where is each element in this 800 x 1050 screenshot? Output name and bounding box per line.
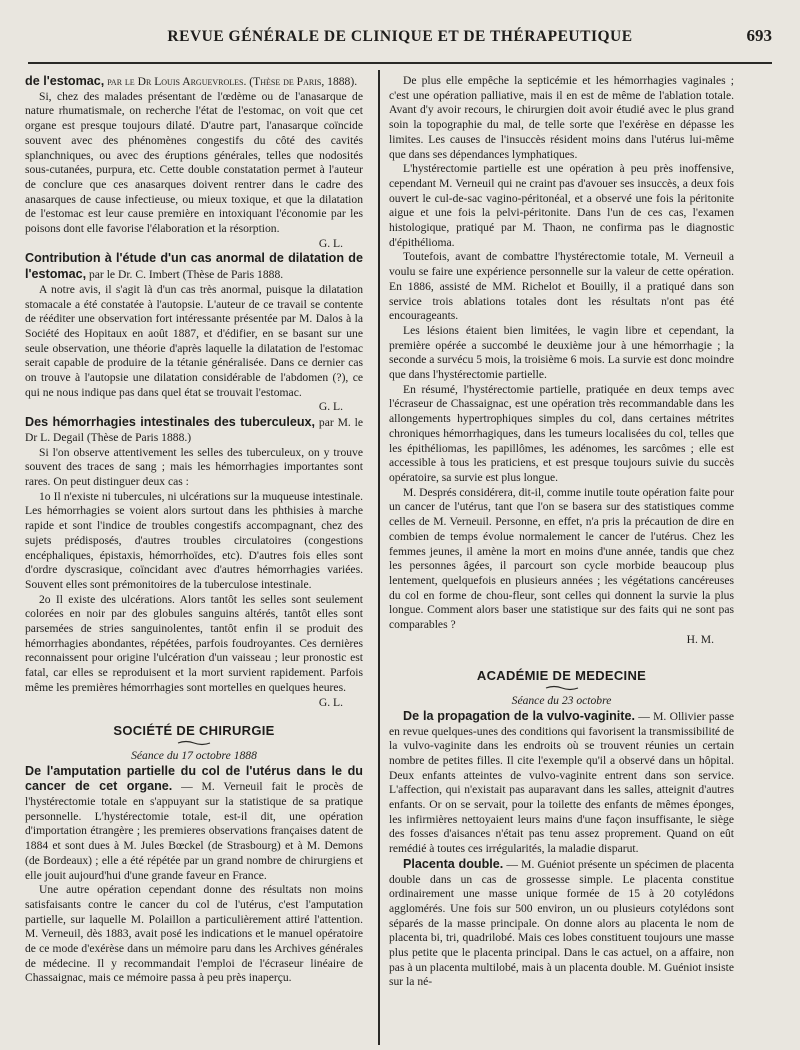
flourish-ornament [177, 740, 211, 746]
page-number: 693 [746, 26, 772, 45]
article-paragraph: 1o Il n'existe ni tubercules, ni ulcérations sur la muqueuse intestinale. Les hémorrhagies se voient alors surtout dans les phthisies à marche rapide et sont l'indice de troubles congestifs accompagnant, chez des sujets prédisposés, d'autres troubles circulatoires (congestions encéphaliques, épistaxis, hémorrhoïdes, etc). D'autres fois elles sont d'ordre dyscrasique, coïncidant avec d'autres hémorrhagies variées. Souvent elles sont prémonitoires de la tuberculose intestinale. [25, 489, 363, 591]
author-signature: G. L. [318, 695, 343, 709]
article-paragraph: 2o Il existe des ulcérations. Alors tantôt les selles sont seulement colorées en noir par des globules sanguins altérés, tantôt elles sont parsemées de stries sanguinolentes, tantôt enfin il se produit des hémorrhagies abondantes, répétées, parfois foudroyantes. Ces dernières reconnaissent pour origine l'ulcération d'un vaisseau ; leur pronostic est fatal, car elles se reproduisent et la mort survient rapidement. Parfois même les premières hémorrhagies sont mortelles en quelques heures. [25, 592, 363, 694]
seance-date: Séance du 23 octobre [511, 694, 612, 708]
page-header [28, 24, 772, 54]
article-title: De la propagation de la vulvo-vaginite. [403, 708, 636, 723]
article-reference: par le Dr. C. Imbert (Thèse de Paris 1888. [86, 268, 284, 282]
article-body: Si, chez des malades présentant de l'œdème ou de l'anasarque de nature rhumatismale, on recherche l'état de l'estomac, on voit que cet organe est presque toujours dilaté. D'autre part, l'anasarque coïncide souvent avec des phénomènes congestifs du côté des cavités splanchniques, ou avec des éruptions générales, telles que nodosités sous-cutanées, purpura, etc. Cette double constatation permet à l'auteur de conclure que ces anasarques doivent rentrer dans le cadre des anasarques de cause infectieuse, ou mieux toxique, et que la dilatation de l'estomac est leur cause première en intoxiquant l'économie par les poisons dont elle favorise l'élaboration et la résorption. [25, 89, 363, 236]
section-title-academie: ACADÉMIE DE MEDECINE [476, 668, 647, 684]
flourish-ornament [545, 685, 579, 691]
article-paragraph: Une autre opération cependant donne des résultats non moins satisfaisants contre le cancer du col de l'utérus, c'est l'amputation partielle, sur laquelle M. Polaillon a particulièrement attiré l'attention. M. Verneuil, dès 1883, avait posé les indications et le manuel opératoire de ce mode d'exérèse dans un mémoire paru dans les Archives générales de médecine. Il y recommandait l'emploi de l'écraseur linéaire de Chassaignac, mais ce mémoire passa à peu près inaperçu. [25, 883, 363, 985]
article-title: Des hémorrhagies intestinales des tuberculeux, [25, 415, 316, 430]
article-paragraph: — M. Guéniot présente un spécimen de placenta double dans un cas de grossesse simple. Le placenta constitue ordinairement une masse unique formée de 15 à 20 cotylédons agglomérés. Une fois sur 500 environ, un ou plusieurs cotylédons sont séparés de la masse principale. On donne alors au placenta le nom de placenta bi, tri, quadrilobé. Mais ces lobes constituent toujours une masse plus petite que le placenta principal. Dans le cas actuel, on a affaire, non pas à un placenta multilobé, mais à un placenta double. M. Guéniot insiste sur la né- [389, 857, 735, 989]
article-title: De l'amputation partielle du col de l'utérus dans le du cancer de cet organe. [25, 763, 363, 794]
article-paragraph: De plus elle empêche la septicémie et les hémorrhagies vaginales ; c'est une opération palliative, mais il en est de même de l'ablation totale. Avant d'y avoir recours, le chirurgien doit avoir étudié avec le plus grand soin la topographie du mal, de telle sorte que l'exérèse en dépasse les limites. Les causes de l'insuccès résident moins dans l'utérus lui-même que dans ses dépendances lymphatiques. [389, 74, 734, 161]
article-paragraph: Si l'on observe attentivement les selles des tuberculeux, on y trouve souvent des traces de sang ; mais les hémorrhagies importantes sont rares. On peut distinguer deux cas : [25, 445, 363, 488]
article-contribution-heading [25, 251, 363, 282]
article-paragraph: Les lésions étaient bien limitées, le vagin libre et cependant, la première opérée a succombé le deuxième jour à une hémorrhagie ; la seconde a survécu 5 mois, la troisième 6 mois. La survie est donc moindre que dans l'hystérectomie partielle. [389, 323, 734, 382]
article-paragraph: — M. Verneuil fait le procès de l'hystérectomie totale en s'appuyant sur la statistique de sa pratique personnelle. L'hystérectomie totale, est-il dit, une opération d'importation étrangère ; les premieres observations françaises datent de 1884 et sont dues à M. Jules Bœckel (de Strasbourg) et à M. Demons (de Bordeaux) ; elle a été répétée par un grand nombre de chirurgiens et elle jouit aujourd'hui d'une grande faveur en France. [25, 780, 363, 882]
article-reference: par M. le Dr L. Degail (Thèse de Paris 1888.) [25, 416, 363, 444]
column-divider [378, 70, 380, 1045]
seance-date: Séance du 17 octobre 1888 [131, 748, 257, 762]
left-column [25, 74, 363, 986]
article-amputation [25, 764, 363, 884]
author-signature: H. M. [686, 632, 714, 646]
author-signature: G. L. [318, 400, 343, 414]
header-rule [28, 62, 772, 64]
article-title: Contribution à l'étude d'un cas anormal de dilatation de l'estomac, [25, 251, 363, 282]
article-body: A notre avis, il s'agit là d'un cas très anormal, puisque la dilatation stomacale a été constatée à l'autopsie. L'auteur de ce travail se contente de rééditer une observation fort intéressante présentée par M. Dalos à la Société des Hopitaux en août 1887, et d'édifier, en se basant sur une seule observation, une théorie d'après laquelle la dilatation de l'estomac serait capable de produire de la tétanie généralisée. Dans ce dernier cas on trouve à l'autopsie une dilatation considérable de l'abdomen (?), ce qui ne nous indique pas dans quel état se trouvait l'estomac. [25, 282, 363, 399]
section-title-societe: SOCIÉTÉ DE CHIRURGIE [113, 723, 275, 739]
article-reference: par le Dr Louis Arguevroles. (Thèse de Paris, 1888). [104, 75, 358, 88]
article-vulvo-vaginite [389, 709, 734, 857]
article-paragraph: M. Després considérera, dit-il, comme inutile toute opération faite pour un cancer de l'utérus, tant que l'on se basera sur des statistiques comme celles de M. Verneuil. Personne, en effet, n'a pris la précaution de dire en combien de temps évolue normalement le cancer de l'utérus. Chez les femmes jeunes, il amène la mort en moins d'une année, tandis que chez les personnes âgées, il parcourt son cycle morbide beaucoup plus lentement, quelquefois en plusieurs années ; les végétations cancéreuses du col en forme de chou-fleur, sont celles qui donnent la survie la plus longue. Comment alors baser une statistique sur des faits qui ne sont pas comparables ? [389, 485, 734, 632]
author-signature: G. L. [318, 236, 343, 250]
article-paragraph: L'hystérectomie partielle est une opération à peu près inoffensive, cependant M. Verneuil qui ne craint pas d'avouer ses insuccès, a deux fois ouvert le cul-de-sac vagino-péritonéal, et a observé une fois la péritonite aigue et une fois la pelvi-péritonite. Dans l'un de ces cas, l'examen histologique, pratiqué par M. Thaon, ne confirma pas le diagnostic d'épithélioma. [389, 162, 734, 249]
article-estomac-heading [25, 74, 363, 90]
article-paragraph: — M. Ollivier passe en revue quelques-unes des conditions qui favorisent la transmissibilité de la vulvo-vaginite dans les endroits où se trouvent réunies un certain nombre de petites filles. Il cite l'exemple qu'il a observé dans un hôpital. Deux enfants atteintes de vulvo-vaginite entrent dans son service. L'affection, qui n'existait pas auparavant dans les salles, atteignit d'autres enfants. Or on se servait, pour la toilette des enfants de mêmes éponges, les infirmières nettoyaient leurs mains d'une façon insuffisante, le siège des fosses d'aisances n'était pas tenu assez proprement. Quand on eût remédié à toutes ces irrégularités, la maladie disparut. [389, 709, 734, 856]
article-title: Placenta double. [403, 856, 504, 871]
right-column [389, 74, 734, 990]
article-paragraph: En résumé, l'hystérectomie partielle, pratiquée en deux temps avec l'écraseur de Chassaignac, est une opération très recommandable dans les allongements hypertrophiques simples du col, dans certaines métrites chroniques hémorrhagiques, dans les tumeurs localisées du col, telles que les épithéliomas, les papillômes, les adénomes, les sarcômes ; elle est accessible à tous les praticiens, et est presque toujours suivie du succès opératoire, sa survie est plus longue. [389, 382, 734, 484]
article-paragraph: Toutefois, avant de combattre l'hystérectomie totale, M. Verneuil a voulu se faire une expérience personnelle sur la valeur de cette opération. En 1886, assisté de MM. Richelot et Bouilly, il a pratiqué dans son service trois ablations totales dont les résultats n'ont pas été encourageants. [389, 250, 734, 323]
running-head: REVUE GÉNÉRALE DE CLINIQUE ET DE THÉRAPEUTIQUE [167, 28, 633, 45]
article-tuberculeux-heading [25, 415, 363, 445]
article-placenta [389, 857, 734, 990]
article-title: de l'estomac, [25, 74, 105, 88]
